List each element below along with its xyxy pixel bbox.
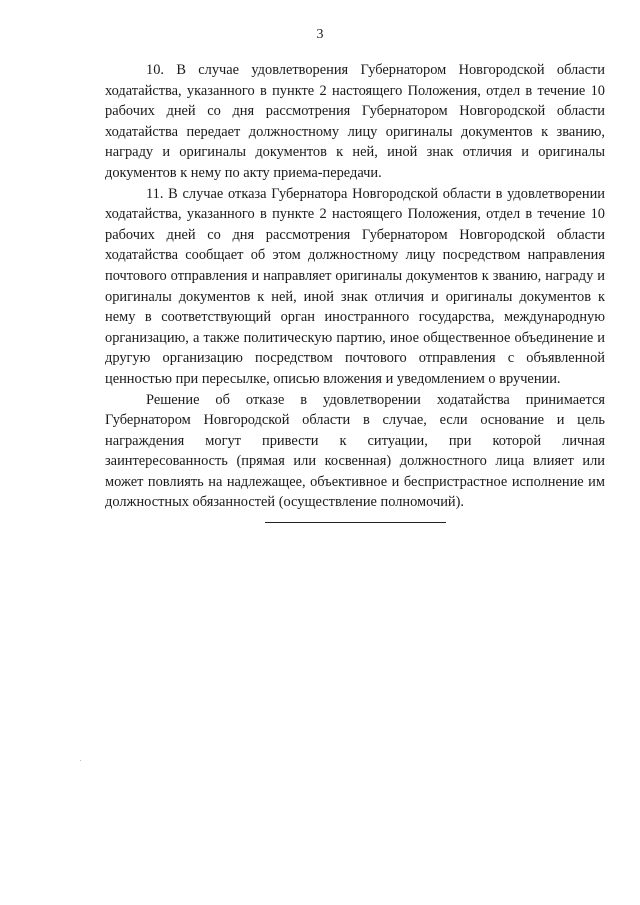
paragraph-11: 11. В случае отказа Губернатора Новгородской области в удовлетворении ходатайства, указанного в пункте 2 настоящего Положения, отдел в течение 10 рабочих дней со дня рассмотрения Губернатором Новгородской области ходатайства сообщает об этом должностному лицу посредством направления почтового отправления и направляет оригиналы документов к званию, награду и оригиналы документов к ней, иной знак отличия и оригиналы документов к нему в соответствующий орган иностранного государства, международную организацию, а также политическую партию, иное общественное объединение и другую организацию посредством почтового отправления с объявленной ценностью при пересылке, описью вложения и уведомлением о вручении. (105, 185, 605, 387)
paragraph-refusal-decision: Решение об отказе в удовлетворении ходатайства принимается Губернатором Новгородской области в случае, если основание и цель награждения могут привести к ситуации, при которой личная заинтересованность (прямая или косвенная) должностного лица влияет или может повлиять на надлежащее, объективное и беспристрастное исполнение им должностных обязанностей (осуществление полномочий). (105, 391, 605, 511)
scan-artifact (80, 760, 81, 761)
document-body (105, 60, 605, 513)
paragraph-10: 10. В случае удовлетворения Губернатором Новгородской области ходатайства, указанного в пункте 2 настоящего Положения, отдел в течение 10 рабочих дней со дня рассмотрения Губернатором Новгородской области ходатайства передает должностному лицу оригиналы документов к званию, награду и оригиналы документов к ней, иной знак отличия и оригиналы документов к нему по акту приема-передачи. (105, 62, 605, 181)
end-of-document-rule (265, 522, 446, 523)
page-number: 3 (316, 27, 324, 42)
